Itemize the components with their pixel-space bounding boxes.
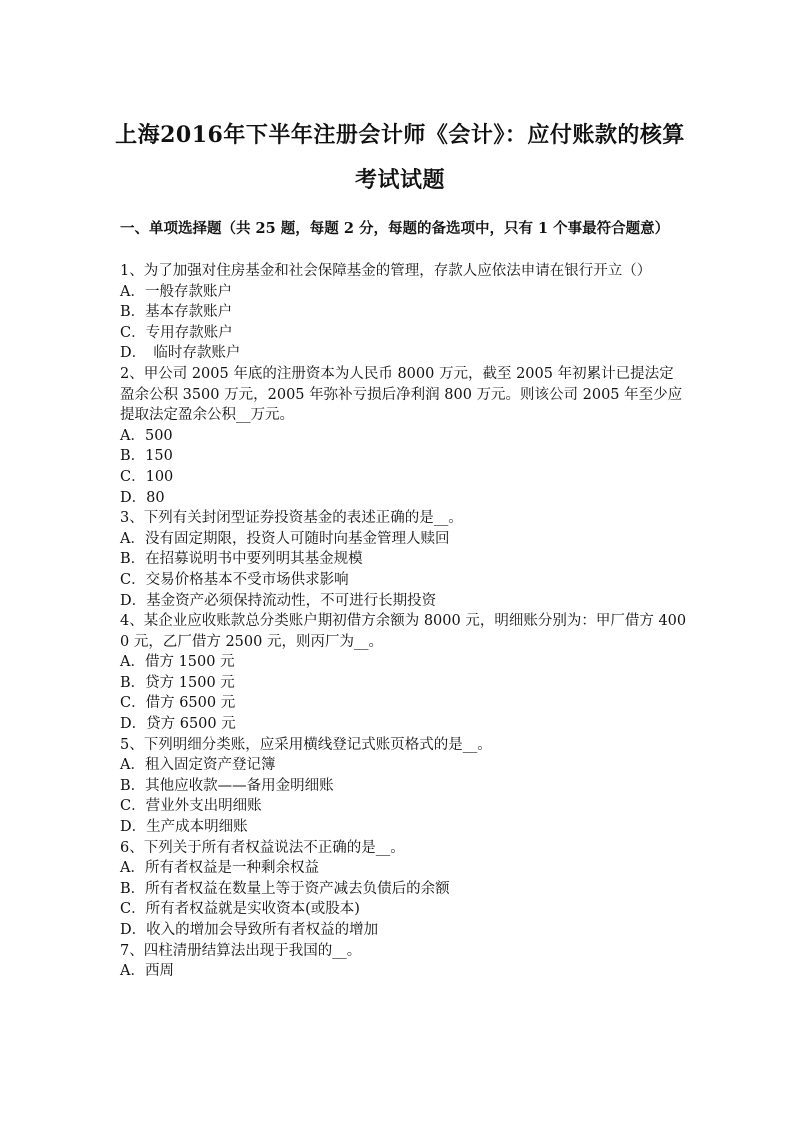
option-c: C．专用存款账户 <box>120 324 233 341</box>
document-subtitle: 考试试题 <box>354 167 445 193</box>
question-7 <box>120 941 688 982</box>
option-b: B．150 <box>120 448 173 465</box>
option-a: A．借方 1500 元 <box>120 654 235 671</box>
option-a: A．没有固定期限，投资人可随时向基金管理人赎回 <box>120 530 450 547</box>
section-header: 一、单项选择题（共 25 题，每题 2 分，每题的备选项中，只有 1 个事最符合题意） <box>120 220 670 237</box>
option-c: C．借方 6500 元 <box>120 695 236 712</box>
question-2 <box>120 364 688 508</box>
question-stem: 3、下列有关封闭型证券投资基金的表述正确的是__。 <box>120 510 463 527</box>
question-list <box>120 261 688 982</box>
option-b: B．贷方 1500 元 <box>120 674 235 691</box>
question-stem: 6、下列关于所有者权益说法不正确的是__。 <box>120 839 405 856</box>
option-d: D．基金资产必须保持流动性，不可进行长期投资 <box>120 592 437 609</box>
question-stem: 2、甲公司 2005 年底的注册资本为人民币 8000 万元，截至 2005 年初累计已提法定盈余公积 3500 万元，2005 年弥补亏损后净利润 800 万元。则该公司 2005 年至少应提取法定盈余公积__万元。 <box>120 365 683 424</box>
option-a: A．西周 <box>120 963 174 980</box>
question-4 <box>120 611 688 735</box>
option-d: D． 临时存款账户 <box>120 345 241 362</box>
option-a: A．500 <box>120 427 173 444</box>
question-stem: 5、下列明细分类账，应采用横线登记式账页格式的是__。 <box>120 736 492 753</box>
option-c: C．交易价格基本不受市场供求影响 <box>120 571 349 588</box>
option-a: A．租入固定资产登记簿 <box>120 757 276 774</box>
option-b: B．所有者权益在数量上等于资产减去负债后的余额 <box>120 880 450 897</box>
question-stem: 4、某企业应收账款总分类账户期初借方余额为 8000 元，明细账分别为：甲厂借方 4000 元，乙厂借方 2500 元，则丙厂为__。 <box>120 613 687 650</box>
option-d: D．生产成本明细账 <box>120 819 248 836</box>
option-d: D．收入的增加会导致所有者权益的增加 <box>120 922 379 938</box>
question-1 <box>120 261 688 364</box>
option-d: D．80 <box>120 489 165 506</box>
option-b: B．在招募说明书中要列明其基金规模 <box>120 551 363 568</box>
document-title: 上海2016年下半年注册会计师《会计》：应付账款的核算 <box>115 122 685 148</box>
option-b: B．其他应收款——备用金明细账 <box>120 777 334 794</box>
question-stem: 1、为了加强对住房基金和社会保障基金的管理，存款人应依法申请在银行开立（） <box>120 263 652 279</box>
option-b: B．基本存款账户 <box>120 304 233 321</box>
question-stem: 7、四柱清册结算法出现于我国的__。 <box>120 942 362 959</box>
option-c: C．所有者权益就是实收资本(或股本) <box>120 901 360 918</box>
option-a: A．所有者权益是一种剩余权益 <box>120 860 319 877</box>
question-6 <box>120 838 688 941</box>
option-c: C．100 <box>120 468 174 485</box>
question-3 <box>120 508 688 611</box>
option-d: D．贷方 6500 元 <box>120 716 236 733</box>
option-a: A．一般存款账户 <box>120 283 232 300</box>
option-c: C．营业外支出明细账 <box>120 798 262 815</box>
question-5 <box>120 735 688 838</box>
